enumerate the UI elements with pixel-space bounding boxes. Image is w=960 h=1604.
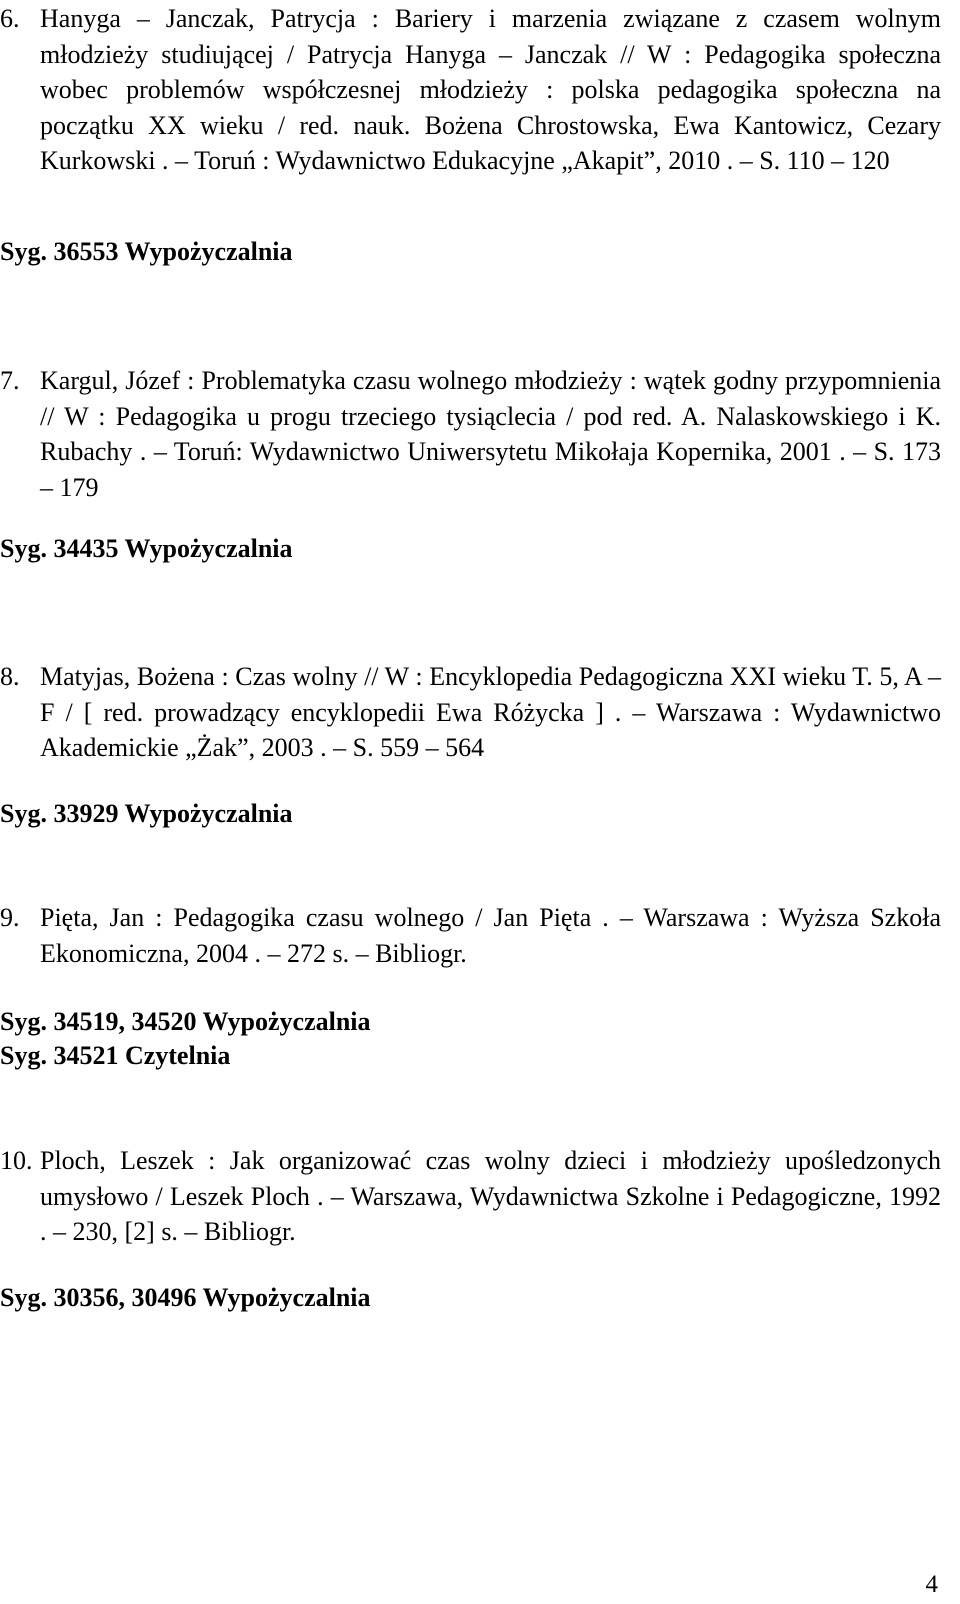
shelfmark: Syg. 33929 Wypożyczalnia [0, 799, 293, 828]
entry-citation: Matyjas, Bożena : Czas wolny // W : Encyklopedia Pedagogiczna XXI wieku T. 5, A – F / [ red. prowadzący encyklopedii Ewa Różycka ] . – Warszawa : Wydawnictwo Akademickie „Żak”, 2003 . – S. 559 – 564 [40, 662, 941, 762]
entry-number: 6. [0, 4, 20, 33]
page-number: 4 [925, 1571, 938, 1598]
shelfmark: Syg. 34519, 34520 Wypożyczalnia [0, 1007, 371, 1036]
shelfmark: Syg. 34521 Czytelnia [0, 1041, 231, 1070]
entry-citation: Hanyga – Janczak, Patrycja : Bariery i marzenia związane z czasem wolnym młodzieży studiującej / Patrycja Hanyga – Janczak // W : Pedagogika społeczna wobec problemów współczesnej młodzieży : polska pedagogika społeczna na początku XX wieku / red. nauk. Bożena Chrostowska, Ewa Kantowicz, Cezary Kurkowski . – Toruń : Wydawnictwo Edukacyjne „Akapit”, 2010 . – S. 110 – 120 [40, 4, 941, 175]
shelfmark: Syg. 30356, 30496 Wypożyczalnia [0, 1283, 371, 1312]
entry-citation: Ploch, Leszek : Jak organizować czas wolny dzieci i młodzieży upośledzonych umysłowo / Leszek Ploch . – Warszawa, Wydawnictwa Szkolne i Pedagogiczne, 1992 . – 230, [2] s. – Bibliogr. [40, 1146, 941, 1246]
entry-citation: Pięta, Jan : Pedagogika czasu wolnego / Jan Pięta . – Warszawa : Wyższa Szkoła Ekonomiczna, 2004 . – 272 s. – Bibliogr. [40, 903, 941, 968]
entry-number: 7. [0, 366, 20, 395]
entry-number: 8. [0, 662, 20, 691]
entry-number: 10. [0, 1146, 33, 1175]
entry-citation: Kargul, Józef : Problematyka czasu wolnego młodzieży : wątek godny przypomnienia // W : Pedagogika u progu trzeciego tysiąclecia / pod red. A. Nalaskowskiego i K. Rubachy . – Toruń: Wydawnictwo Uniwersytetu Mikołaja Kopernika, 2001 . – S. 173 – 179 [40, 366, 941, 502]
shelfmark: Syg. 36553 Wypożyczalnia [0, 237, 293, 266]
entry-number: 9. [0, 903, 20, 932]
shelfmark: Syg. 34435 Wypożyczalnia [0, 534, 293, 563]
